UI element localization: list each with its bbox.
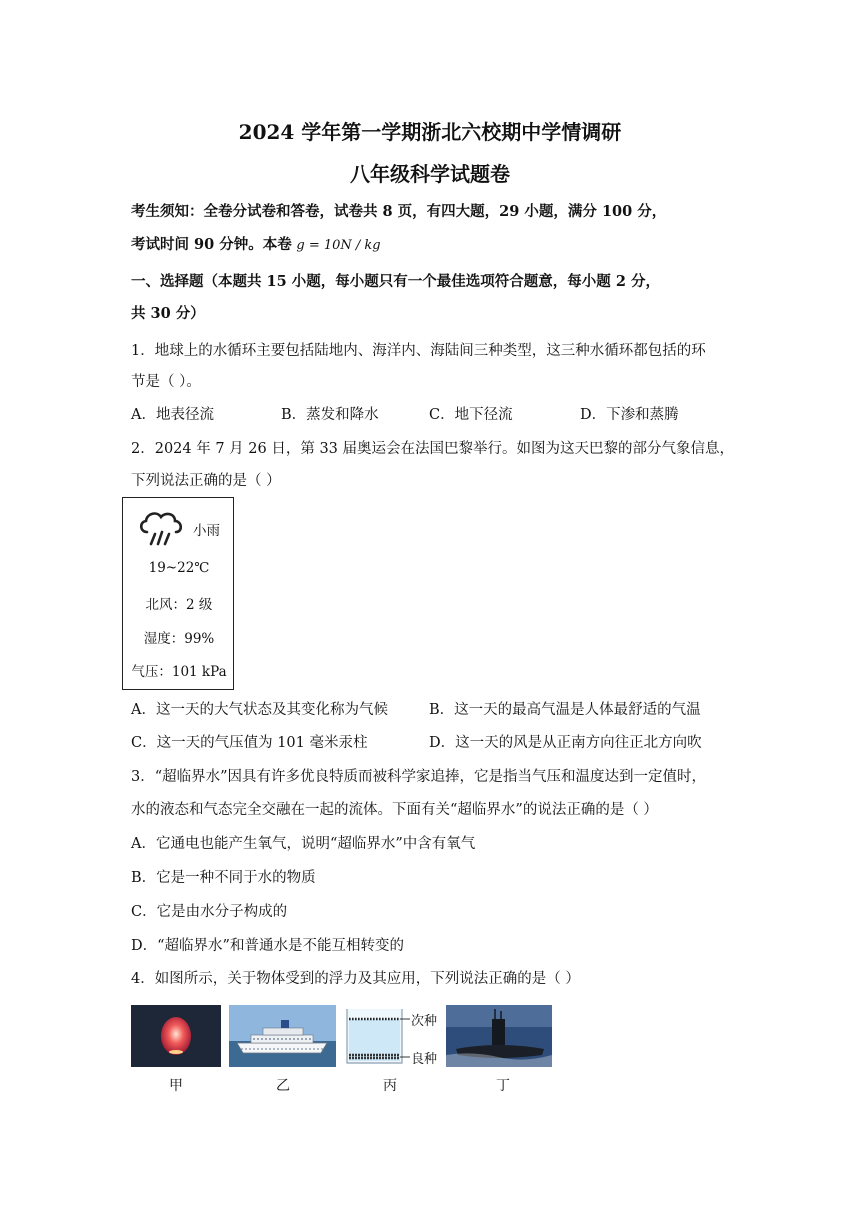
q1-option-a[interactable]: A．地表径流 [131, 407, 214, 423]
q3-option-a[interactable]: A．它通电也能产生氧气，说明“超临界水”中含有氧气 [131, 836, 476, 852]
q3-option-b[interactable]: B．它是一种不同于水的物质 [131, 870, 316, 886]
sky-lantern-image [131, 1005, 221, 1067]
q4-stem: 4．如图所示，关于物体受到的浮力及其应用，下列说法正确的是（ ） [131, 971, 580, 987]
q1-stem-line-2: 节是（ ）。 [131, 374, 201, 390]
notice-text: 考试时间 90 分钟。本卷 [131, 236, 292, 253]
q1-option-b[interactable]: B．蒸发和降水 [281, 407, 379, 423]
q2-option-d[interactable]: D．这一天的风是从正南方向往正北方向吹 [429, 735, 702, 751]
label-good-seed: 良种 [411, 1052, 438, 1067]
caption-bing: 丙 [383, 1078, 397, 1094]
q3-stem-line-2: 水的液态和气态完全交融在一起的流体。下面有关“超临界水”的说法正确的是（ ） [131, 802, 658, 818]
exam-subtitle: 八年级科学试题卷 [350, 162, 510, 186]
submarine-image [446, 1005, 552, 1067]
caption-ding: 丁 [496, 1078, 510, 1094]
q3-stem-line-1: 3．“超临界水”因具有许多优良特质而被科学家追捧，它是指当气压和温度达到一定值时， [131, 769, 707, 785]
q1-option-c[interactable]: C．地下径流 [429, 407, 513, 423]
rain-cloud-icon [137, 508, 187, 546]
ship-image [229, 1005, 336, 1067]
gravity-formula: g = 10N / kg [296, 238, 381, 253]
section-heading-line-2: 共 30 分） [131, 305, 205, 322]
q2-option-b[interactable]: B．这一天的最高气温是人体最舒适的气温 [429, 702, 701, 718]
weather-condition: 小雨 [193, 523, 220, 539]
notice-line-1: 考生须知：全卷分试卷和答卷，试卷共 8 页，有四大题，29 小题，满分 100 分， [131, 203, 667, 220]
exam-title: 2024 学年第一学期浙北六校期中学情调研 [238, 120, 622, 144]
section-heading-line-1: 一、选择题（本题共 15 小题，每小题只有一个最佳选项符合题意，每小题 2 分， [131, 273, 660, 290]
weather-humidity: 湿度：99% [143, 631, 215, 647]
q2-option-c[interactable]: C．这一天的气压值为 101 毫米汞柱 [131, 735, 368, 751]
weather-wind: 北风：2 级 [145, 597, 213, 613]
label-poor-seed: 次种 [411, 1014, 438, 1029]
weather-temperature: 19~22℃ [148, 560, 210, 576]
q2-option-a[interactable]: A．这一天的大气状态及其变化称为气候 [131, 702, 388, 718]
q3-option-d[interactable]: D．“超临界水”和普通水是不能互相转变的 [131, 938, 404, 954]
q2-stem-line-2: 下列说法正确的是（ ） [131, 473, 281, 489]
weather-info-box [122, 497, 234, 690]
q1-option-d[interactable]: D．下渗和蒸腾 [580, 407, 679, 423]
notice-line-2 [131, 235, 381, 256]
q3-option-c[interactable]: C．它是由水分子构成的 [131, 904, 288, 920]
q1-stem-line-1: 1．地球上的水循环主要包括陆地内、海洋内、海陆间三种类型，这三种水循环都包括的环 [131, 343, 706, 359]
caption-jia: 甲 [169, 1078, 183, 1094]
weather-pressure: 气压：101 kPa [131, 664, 227, 680]
q2-stem-line-1: 2．2024 年 7 月 26 日，第 33 届奥运会在法国巴黎举行。如图为这天巴黎的部分气象信息， [131, 441, 735, 457]
caption-yi: 乙 [276, 1078, 290, 1094]
